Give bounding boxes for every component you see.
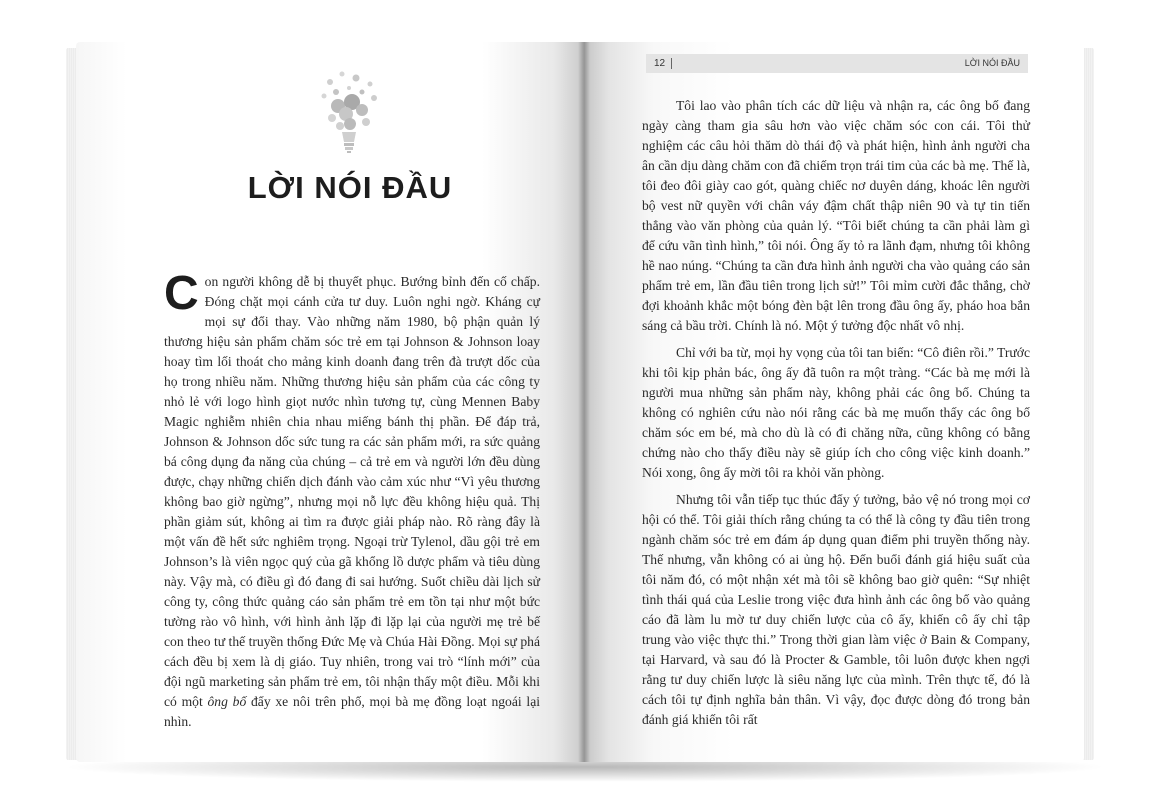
page-number: 12 (654, 58, 666, 69)
chapter-title: LỜI NÓI ĐẦU (247, 170, 453, 205)
book-spine (578, 42, 590, 762)
right-body-text (642, 96, 1030, 737)
running-title: LỜI NÓI ĐẦU (964, 58, 1020, 68)
left-body-text (164, 267, 541, 732)
paragraph: Tôi lao vào phân tích các dữ liệu và nhận ra, các ông bố đang ngày càng tham gia sâu hơn vào việc chăm sóc con cái. Tôi thử nghiệm các câu hỏi thăm dò thái độ và phát hiện, hình ảnh người cha ân cần dịu dàng chăm con đã chiếm trọn trái tim của các bà mẹ. Thế là, tôi đeo đôi giày cao gót, quàng chiếc nơ duyên dáng, khoác lên người bộ vest nữ quyền với chân váy đậm chất thập niên 90 và tự tin tiến thẳng vào văn phòng của quản lý. “Tôi biết chúng ta cần phải làm gì để cứu vãn tình hình,” tôi nói. Ông ấy tỏ ra lãnh đạm, nhưng tôi không hề nao núng. “Chúng ta cần đưa hình ảnh người cha vào quảng cáo sản phẩm trẻ em, lần đầu tiên trong lịch sử!” Tôi mỉm cười đắc thắng, chờ đợi khoảnh khắc một bóng đèn bật lên trong đầu ông ấy, pháo hoa bắn sáng cả bầu trời. Chính là nó. Một ý tưởng độc nhất vô nhị. (642, 98, 1030, 333)
lightbulb-bubbles-icon (316, 68, 382, 156)
running-head (646, 54, 1028, 73)
left-body-end: đẩy xe nôi trên phố, mọi bà mẹ đồng loạt ngoái lại nhìn. (164, 694, 541, 729)
running-head-divider (671, 58, 672, 69)
paragraph: Nhưng tôi vẫn tiếp tục thúc đẩy ý tưởng, bảo vệ nó trong mọi cơ hội có thể. Tôi giải thích rằng chúng ta có thể là công ty đầu tiên trong ngành chăm sóc trẻ em đám áp dụng quan điểm phi truyền thống này. Thế nhưng, vẫn không có ai ủng hộ. Đến buổi đánh giá hiệu suất của tôi năm đó, có một nhận xét mà tôi sẽ không bao giờ quên: “Sự nhiệt tình thái quá của Leslie trong việc đưa hình ảnh các ông bố vào quảng cáo đã làm lu mờ tư duy chiến lược của cô ấy, khiến cô ấy chỉ tập trung vào việc thực thi.” Trong thời gian làm việc ở Bain & Company, tại Harvard, và sau đó là Procter & Gamble, tôi luôn được khen ngợi rằng tư duy chiến lược là siêu năng lực của mình. Trên thực tế, đó là cách tôi tự định nghĩa bản thân. Vì vậy, đọc được dòng đó trong bản đánh giá khiến tôi rất (642, 492, 1030, 727)
drop-cap: C (164, 267, 199, 320)
left-body-main: on người không dễ bị thuyết phục. Bướng bỉnh đến cố chấp. Đóng chặt mọi cánh cửa tư duy. Luôn nghi ngờ. Kháng cự mọi sự đổi thay. Vào những năm 1980, bộ phận quản lý thương hiệu sản phẩm chăm sóc trẻ em tại Johnson & Johnson loay hoay tìm lối thoát cho mảng kinh doanh đang trên đà trượt dốc của họ trong nhiều năm. Những thương hiệu sản phẩm của các công ty nhỏ lẻ với logo hình giọt nước nhìn tương tự, cùng Mennen Baby Magic nghiễm nhiên chia nhau miếng bánh thị phần. Để đáp trả, Johnson & Johnson dốc sức tung ra các sản phẩm mới, ra sức quảng bá công dụng đa năng của chúng – cả trẻ em và người lớn đều dùng được, chạy những chiến dịch đánh vào cảm xúc như “Vì yêu thương không bao giờ ngừng”, nhưng mọi nỗ lực đều không hiệu quả. Thị phần giảm sút, không ai tìm ra được giải pháp nào. Rõ ràng đây là một vấn đề hết sức nghiêm trọng. Ngoại trừ Tylenol, dầu gội trẻ em Johnson’s là viên ngọc quý của gã khổng lồ dược phẩm và tiêu dùng này. Vậy mà, có điều gì đó đang đi sai hướng. Suốt chiều dài lịch sử công ty, công thức quảng cáo sản phẩm trẻ em tồn tại như một bức tường rào vô hình, với hình ảnh lặp đi lặp lại của người mẹ trẻ bế con theo tư thế truyền thống Đức Mẹ và Chúa Hài Đồng. Mọi sự phá cách đều bị xem là dị giáo. Tuy nhiên, trong vai trò “lính mới” của đội ngũ marketing sản phẩm trẻ em, tôi nhận thấy một điều. Mỗi khi có một (164, 274, 540, 709)
paragraph: Chỉ với ba từ, mọi hy vọng của tôi tan biến: “Cô điên rồi.” Trước khi tôi kịp phản bác, ông ấy đã tuôn ra một tràng. “Các bà mẹ mới là người mua những sản phẩm này, không phải các ông bố. Chúng ta không có nghiên cứu nào nói rằng các bà mẹ muốn thấy các ông bố chăm sóc em bé, mà cho dù là có đi chăng nữa, cũng không có bằng chứng nào cho thấy điều này sẽ giúp ích cho công việc kinh doanh.” Nói xong, ông ấy mời tôi ra khỏi văn phòng. (642, 345, 1030, 480)
left-body-italic: ông bố (207, 694, 247, 709)
